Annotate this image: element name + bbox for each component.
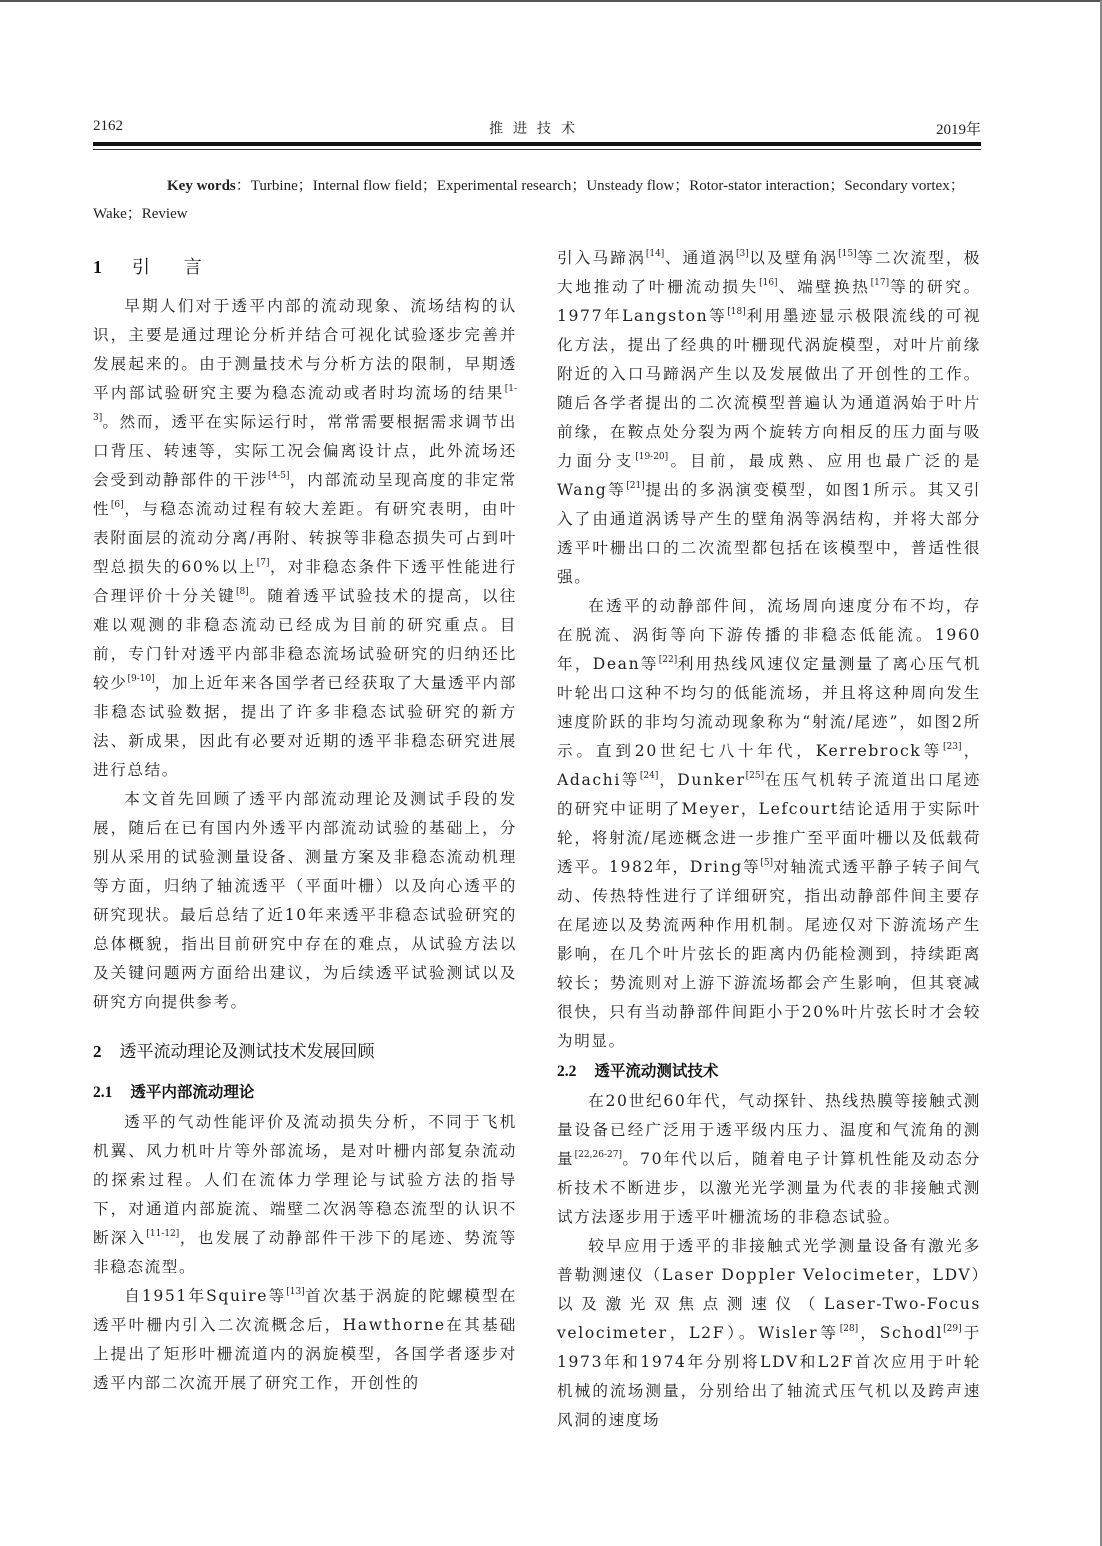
- paragraph-theory-2: [93, 1282, 517, 1398]
- paragraph-theory-1: [93, 1108, 517, 1282]
- citation: [17]: [870, 278, 890, 288]
- citation: [5]: [760, 858, 774, 868]
- text: 较早应用于透平的非接触式光学测量设备有激光多普勒测速仪（Laser Doppler Velocimeter，LDV）以及激光双焦点测速仪（Laser-Two-Focus velocimeter，L2F）。Wisler等: [557, 1237, 981, 1342]
- section-title: 引 言: [132, 257, 216, 278]
- text: 引入马蹄涡: [557, 249, 646, 267]
- keywords-separator: ：: [235, 178, 251, 194]
- text: 在20世纪60年代，气动探针、热线热膜等接触式测量设备已经广泛用于透平级内压力、温度和气流角的测量: [557, 1092, 981, 1168]
- paragraph-theory-2-cont: [557, 244, 981, 592]
- text: 于1973年和1974年分别将LDV和L2F首次应用于叶轮机械的流场测量，分别给出了轴流式压气机以及跨声速风洞的速度场: [557, 1324, 981, 1429]
- page-number: 2162: [93, 118, 123, 134]
- text: 等的研究。1977年Langston等: [557, 278, 981, 325]
- citation: [3]: [735, 249, 749, 259]
- citation: [24]: [639, 771, 659, 781]
- citation: [25]: [745, 771, 765, 781]
- text: 对轴流式透平静子转子间气动、传热特性进行了详细研究，指出动静部件间主要存在尾迹以及势流两种作用机制。尾迹仅对下游流场产生影响，在几个叶片弦长的距离内仍能检测到，持续距离较长；势流则对上游下游流场都会产生影响，但其衰减很快，只有当动静部件间距小于20%叶片弦长时才会较为明显。: [557, 858, 982, 1050]
- subsection-heading-2-2: [557, 1056, 981, 1087]
- left-column: [93, 244, 517, 1398]
- text: 自1951年Squire等: [124, 1287, 287, 1305]
- text: 等二次流型，极大地推动了叶栅流动损失: [557, 249, 981, 296]
- citation: [11-12]: [146, 1229, 180, 1239]
- journal-title: 推进技术: [489, 122, 585, 137]
- citation: [29]: [943, 1324, 962, 1334]
- paragraph-measurement-2: [557, 1232, 981, 1435]
- text: 提出的多涡演变模型，如图1所示。其又引入了由通道涡诱导产生的壁角涡等涡结构，并将大部分透平叶栅出口的二次流型都包括在该模型中，普适性很强。: [557, 481, 981, 586]
- section-title: 透平流动理论及测试技术发展回顾: [119, 1042, 375, 1062]
- text: ，对非稳态条件下透平性能进行合理评价十分关键: [93, 558, 517, 605]
- text: ，Schodl: [858, 1324, 944, 1342]
- text: 利用热线风速仪定量测量了离心压气机叶轮出口这种不均匀的低能流场，并且将这种周向发生速度阶跃的非均匀流动现象称为“射流/尾迹”，如图2所示。直到20世纪七八十年代，Kerrebrock等: [557, 655, 981, 760]
- paragraph-intro-2: 本文首先回顾了透平内部流动理论及测试手段的发展，随后在已有国内外透平内部流动试验的基础上，分别从采用的试验测量设备、测量方案及非稳态流动机理等方面，归纳了轴流透平（平面叶栅）以及向心透平的研究现状。最后总结了近10年来透平非稳态试验研究的总体概貌，指出目前研究中存在的难点，从试验方法以及关键问题两方面给出建议，为后续透平试验测试以及研究方向提供参考。: [93, 790, 517, 1011]
- text: ，Dunker: [658, 771, 746, 789]
- subsection-title: 透平内部流动理论: [130, 1083, 255, 1101]
- subsection-heading-2-1: [93, 1077, 517, 1108]
- text: ，Adachi等: [557, 742, 981, 789]
- text: ，也发展了动静部件干涉下的尾迹、势流等非稳态流型。: [93, 1229, 517, 1276]
- subsection-number: 2.2: [557, 1063, 577, 1080]
- keywords-label: Key words: [167, 178, 236, 194]
- citation: [1-3]: [93, 384, 517, 423]
- paragraph-wake: [557, 592, 981, 1056]
- text: 以及壁角涡: [748, 249, 839, 267]
- keywords: [93, 172, 981, 228]
- paragraph-intro-1: [93, 292, 517, 785]
- citation: [21]: [626, 481, 645, 491]
- right-column: [557, 244, 981, 1435]
- running-head: [93, 118, 981, 140]
- citation: [23]: [943, 742, 962, 752]
- publication-year: 2019年: [935, 122, 981, 138]
- citation: [18]: [727, 307, 746, 317]
- text: 。随着透平试验技术的提高，以往难以观测的非稳态流动已经成为目前的研究重点。目前，专门针对透平内部非稳态流场试验研究的归纳还比较少: [93, 587, 517, 692]
- citation: [14]: [645, 249, 665, 259]
- text: 在透平的动静部件间，流场周向速度分布不均，存在脱流、涡街等向下游传播的非稳态低能流。1960年，Dean等: [557, 597, 981, 673]
- section-heading-1: [93, 252, 517, 282]
- citation: [16]: [759, 278, 778, 288]
- citation: [8]: [236, 587, 249, 597]
- citation: [9-10]: [127, 674, 155, 684]
- page-border-top: [0, 0, 1102, 2]
- subsection-number: 2.1: [93, 1084, 113, 1101]
- citation: [4-5]: [267, 471, 290, 481]
- citation: [22,26-27]: [574, 1150, 622, 1160]
- citation: [28]: [839, 1324, 859, 1334]
- paragraph-measurement-1: [557, 1087, 981, 1232]
- section-number: 2: [93, 1042, 102, 1061]
- text: 利用墨迹显示极限流线的可视化方法，提出了经典的叶栅现代涡旋模型，对叶片前缘附近的入口马蹄涡产生以及发展做出了开创性的工作。随后各学者提出的二次流模型普遍认为通道涡始于叶片前缘，在鞍点处分裂为两个旋转方向相反的压力面与吸力面分支: [557, 307, 981, 470]
- section-heading-2: [93, 1037, 517, 1067]
- citation: [6]: [110, 500, 124, 510]
- text: 。70年代以后，随着电子计算机性能及动态分析技术不断进步，以激光光学测量为代表的非接触式测试方法逐步用于透平叶栅流场的非稳态试验。: [557, 1150, 981, 1226]
- citation: [19-20]: [635, 452, 669, 462]
- text: 。目前，最成熟、应用也最广泛的是Wang等: [557, 452, 981, 499]
- citation: [13]: [286, 1287, 305, 1297]
- section-number: 1: [93, 257, 116, 277]
- citation: [7]: [256, 558, 270, 568]
- text: 。然而，透平在实际运行时，常常需要根据需求调节出口背压、转速等，实际工况会偏离设计点，此外流场还会受到动静部件的干涉: [93, 413, 517, 489]
- header-rule-thick: [93, 142, 981, 146]
- text: 、端壁换热: [777, 278, 871, 296]
- header-rule-thin: [93, 149, 981, 150]
- keywords-text: Turbine；Internal flow field；Experimental research；Unsteady flow；Rotor-stator interaction；Secondary vortex；Wake；Review: [93, 178, 965, 222]
- text: 早期人们对于透平内部的流动现象、流场结构的认识，主要是通过理论分析并结合可视化试验逐步完善并发展起来的。由于测量技术与分析方法的限制，早期透平内部试验研究主要为稳态流动或者时均流场的结果: [93, 297, 517, 402]
- text: 、通道涡: [664, 249, 736, 267]
- text: ，内部流动呈现高度的非定常性: [93, 471, 517, 518]
- citation: [22]: [658, 655, 678, 665]
- text: 在压气机转子流道出口尾迹的研究中证明了Meyer，Lefcourt结论适用于实际叶轮，将射流/尾迹概念进一步推广至平面叶栅以及低载荷透平。1982年，Dring等: [557, 771, 981, 876]
- text: 透平的气动性能评价及流动损失分析，不同于飞机机翼、风力机叶片等外部流场，是对叶栅内部复杂流动的探索过程。人们在流体力学理论与试验方法的指导下，对通道内部旋流、端壁二次涡等稳态流型的认识不断深入: [93, 1113, 517, 1247]
- citation: [15]: [838, 249, 857, 259]
- text: ，加上近年来各国学者已经获取了大量透平内部非稳态试验数据，提出了许多非稳态试验研究的新方法、新成果，因此有必要对近期的透平非稳态研究进展进行总结。: [93, 674, 517, 779]
- subsection-title: 透平流动测试技术: [594, 1062, 719, 1080]
- text: 首次基于涡旋的陀螺模型在透平叶栅内引入二次流概念后，Hawthorne在其基础上提出了矩形叶栅流道内的涡旋模型，各国学者逐步对透平内部二次流开展了研究工作，开创性的: [93, 1287, 517, 1392]
- text: ，与稳态流动过程有较大差距。有研究表明，由叶表附面层的流动分离/再附、转捩等非稳态损失可占到叶型总损失的60%以上: [93, 500, 517, 576]
